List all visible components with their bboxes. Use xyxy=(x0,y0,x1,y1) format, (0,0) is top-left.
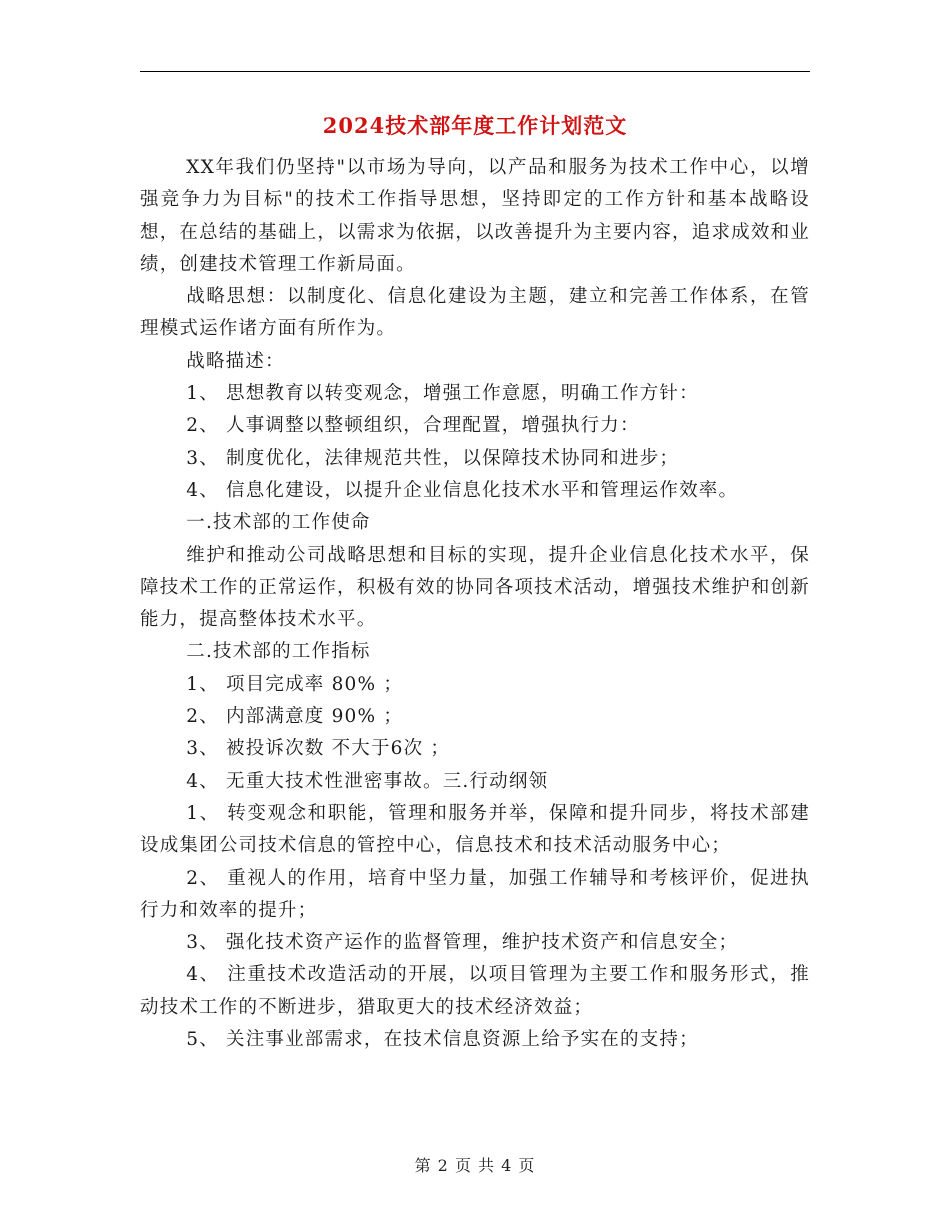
list-item: 4、 无重大技术性泄密事故。三.行动纲领 xyxy=(186,770,549,792)
list-item: 3、 被投诉次数 不大于6次 ； xyxy=(186,738,451,760)
section-heading: 一.技术部的工作使命 xyxy=(186,512,371,534)
page-footer xyxy=(0,1153,950,1176)
list-item: 4、 信息化建设，以提升企业信息化技术水平和管理运作效率。 xyxy=(186,479,739,501)
paragraph: XX年我们仍坚持"以市场为导向，以产品和服务为技术工作中心，以增强竞争力为目标"的技术工作指导思想，坚持即定的工作方针和基本战略设想，在总结的基础上，以需求为依据，以改善提升为主要内容，追求成效和业绩，创建技术管理工作新局面。 xyxy=(140,157,810,275)
list-item: 5、 关注事业部需求，在技术信息资源上给予实在的支持； xyxy=(186,1029,699,1051)
list-item: 2、 内部满意度 90% ； xyxy=(186,706,404,728)
document-title: 2024技术部年度工作计划范文 xyxy=(322,113,628,138)
paragraph: 战略描述： xyxy=(186,350,285,372)
list-item: 1、 项目完成率 80% ； xyxy=(186,673,404,695)
list-item: 3、 制度优化，法律规范共性，以保障技术协同和进步； xyxy=(186,447,680,469)
header-rule xyxy=(140,71,810,72)
page-number-label: 第 2 页 共 4 页 xyxy=(414,1156,536,1175)
list-item: 2、 重视人的作用，培育中坚力量，加强工作辅导和考核评价，促进执行力和效率的提升； xyxy=(140,867,810,921)
paragraph: 维护和推动公司战略思想和目标的实现，提升企业信息化技术水平，保障技术工作的正常运作，积极有效的协同各项技术活动，增强技术维护和创新能力，提高整体技术水平。 xyxy=(140,544,810,631)
section-heading: 二.技术部的工作指标 xyxy=(186,641,371,663)
list-item: 1、 转变观念和职能，管理和服务并举，保障和提升同步，将技术部建设成集团公司技术信息的管控中心，信息技术和技术活动服务中心； xyxy=(140,802,810,857)
list-item: 4、 注重技术改造活动的开展，以项目管理为主要工作和服务形式，推动技术工作的不断进步，猎取更大的技术经济效益； xyxy=(140,964,810,1018)
list-item: 2、 人事调整以整顿组织，合理配置，增强执行力： xyxy=(186,415,640,437)
document-body xyxy=(140,152,810,1056)
list-item: 1、 思想教育以转变观念，增强工作意愿，明确工作方针： xyxy=(186,383,699,405)
list-item: 3、 强化技术资产运作的监督管理，维护技术资产和信息安全； xyxy=(186,932,739,954)
paragraph: 战略思想：以制度化、信息化建设为主题，建立和完善工作体系，在管理模式运作诸方面有所作为。 xyxy=(140,286,810,340)
